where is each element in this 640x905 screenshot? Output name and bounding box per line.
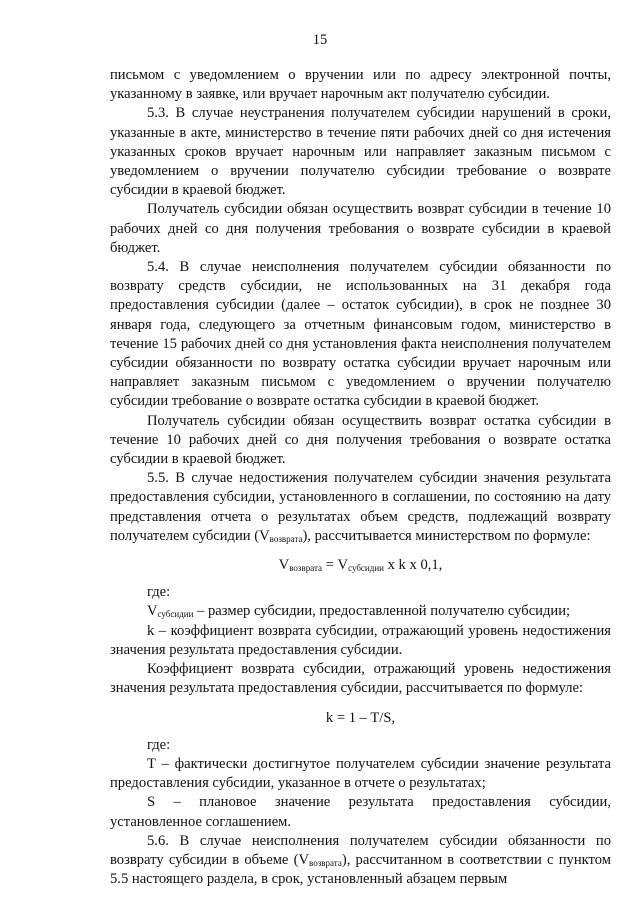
definition-k: k – коэффициент возврата субсидии, отражающий уровень недостижения значения результата предоставления субсидии. [110, 622, 611, 658]
def1-v: V [147, 603, 158, 620]
p56-text-before: 5.6. В случае неисполнения получателем субсидии обязанности по возврату субсидии в объеме (V [110, 832, 611, 868]
formula-coefficient: k = 1 – T/S, [325, 709, 396, 726]
def1-text: – размер субсидии, предоставленной получателю субсидии; [193, 603, 571, 620]
definition-v-subsidy [110, 602, 611, 621]
formula1-sub1: возврата [289, 563, 323, 574]
paragraph-return-obligation: Получатель субсидии обязан осуществить возврат субсидии в течение 10 рабочих дней со дня получения требования о возврате субсидии в краевой бюджет. [110, 201, 611, 256]
formula1-sub2: субсидии [348, 563, 384, 574]
definition-s: S – плановое значение результата предоставления субсидии, установленное соглашением. [110, 794, 611, 830]
definition-t: T – фактически достигнутое получателем субсидии значение результата предоставления субсидии, указанное в отчете о результатах; [110, 755, 611, 792]
where-label-1: где: [147, 584, 171, 601]
paragraph-continuation: письмом с уведомлением о вручении или по адресу электронной почты, указанному в заявке, или вручает нарочным акт получателю субсидии. [110, 67, 611, 103]
p56-text-after: ), рассчитанном в соответствии с пунктом 5.5 настоящего раздела, в срок, установленный абзацем первым [110, 851, 612, 888]
page-number: 15 [312, 32, 328, 48]
paragraph-5-5 [110, 469, 611, 546]
p55-text-before: 5.5. В случае недостижения получателем субсидии значения результата предоставления субсидии, установленного в соглашении, по состоянию на дату представления отчета о результатах объем средств, подлежащий возврату получателем субсидии (V [110, 470, 611, 544]
formula1-eq: = V [322, 557, 349, 574]
paragraph-5-4: 5.4. В случае неисполнения получателем субсидии обязанности по возврату средств субсидии, не использованных на 31 декабря года предоставления субсидии (далее – остаток субсидии), в срок не позднее 30 января года, следующего за отчетным финансовым годом, министерство в течение 15 рабочих дней со дня установления факта неисполнения получателем субсидии обязанности по возврату остатка субсидии вручает нарочным или направляет заказным письмом с уведомлением о вручении получателю субсидии требование о возврате остатка субсидии в краевой бюджет. [110, 259, 611, 410]
paragraph-remainder-return: Получатель субсидии обязан осуществить возврат остатка субсидии в течение 10 рабочих дней со дня получения требования о возврате остатка субсидии в краевой бюджет. [110, 412, 611, 468]
p55-text-after: ), рассчитывается министерством по формуле: [302, 527, 591, 544]
formula-return-volume [110, 556, 611, 575]
def1-subscript: субсидии [157, 609, 194, 620]
paragraph-5-6 [110, 832, 611, 890]
p55-subscript: возврата [269, 533, 303, 544]
paragraph-5-3: 5.3. В случае неустранения получателем субсидии нарушений в сроки, указанные в акте, министерство в течение пяти рабочих дней со дня истечения указанных сроков вручает нарочным или направляет заказным письмом с уведомлением о вручении получателю субсидии требование о возврате субсидии в краевой бюджет. [110, 105, 611, 199]
formula1-rest: x k x 0,1, [383, 557, 443, 574]
p56-subscript: возврата [309, 857, 342, 868]
document-body [110, 66, 611, 889]
paragraph-coefficient: Коэффициент возврата субсидии, отражающий уровень недостижения значения результата предоставления субсидии, рассчитывается по формуле: [110, 661, 611, 697]
formula1-v: V [278, 557, 290, 574]
where-label-2: где: [147, 736, 171, 753]
